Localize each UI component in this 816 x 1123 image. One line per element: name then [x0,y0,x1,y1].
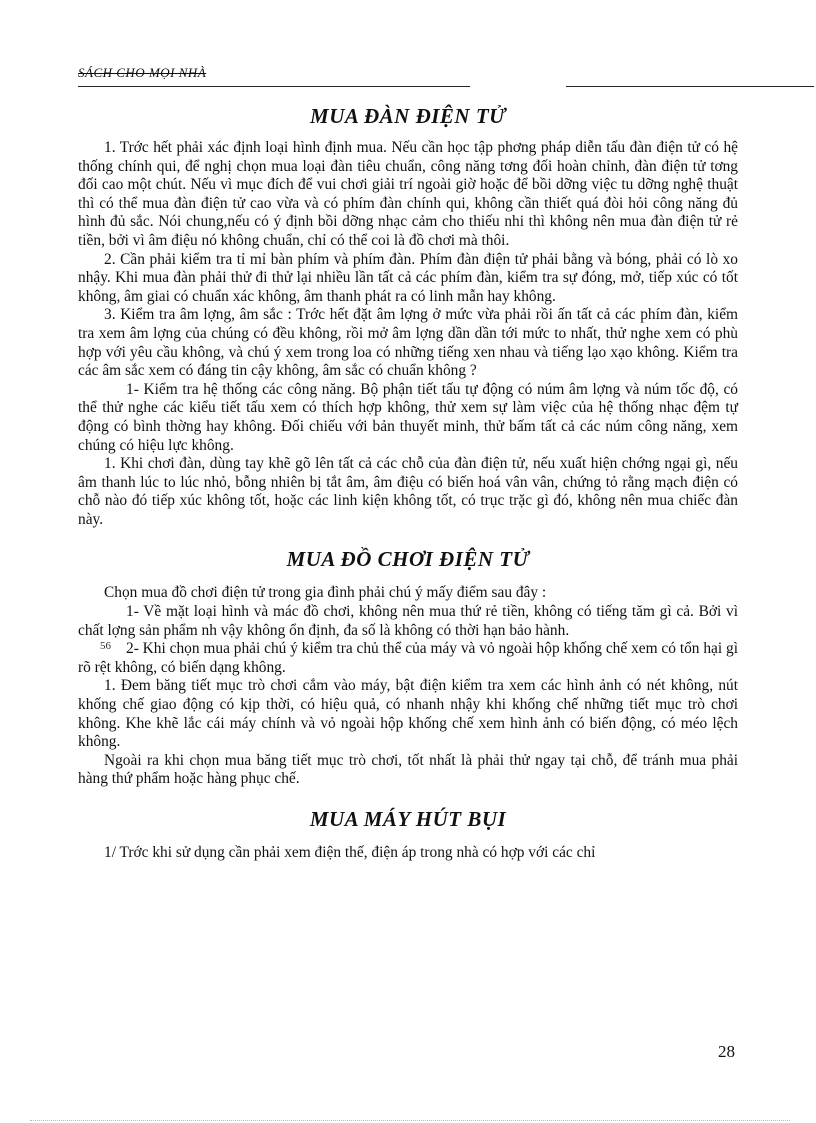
paragraph: 2- Khi chọn mua phải chú ý kiểm tra chủ thể của máy và vỏ ngoài hộp khống chế xem có tổn hại gì rõ rệt không, có biến dạng không. [78,640,738,676]
paragraph: Ngoài ra khi chọn mua băng tiết mục trò chơi, tốt nhất là phải thử ngay tại chỗ, để tránh mua phải hàng thứ phẩm hoặc hàng phục chế. [78,751,738,788]
header-rule [566,86,814,87]
paragraph: Chọn mua đồ chơi điện tử trong gia đình phải chú ý mấy điểm sau đây : [104,584,547,602]
page-number: 28 [718,1042,735,1061]
paragraph: 3. Kiểm tra âm lợng, âm sắc : Trớc hết đặt âm lợng ở mức vừa phải rồi ấn tất cả các phím đàn, kiểm tra xem âm lợng của chúng có đều không, rồi mở âm lợng dần dần tới mức to nhất, thử nghe xem có phù hợp với yêu cầu không, và chú ý xem trong loa có những tiếng xen nhau và tiếng lạo xạo không. Kiểm tra các âm sắc xem có đáng tin cậy không, âm sắc có chuẩn không ? [78,306,738,380]
paragraph: 2. Cần phải kiểm tra tỉ mỉ bàn phím và phím đàn. Phím đàn điện tử phải bằng và bóng, phải có lò xo nhậy. Khi mua đàn phải thử đi thử lại nhiều lần tất cả các phím đàn, kiểm tra sự đóng, mở, tiếp xúc có tốt không, âm giai có chuẩn xác không, âm thanh phát ra có linh mẫn hay không. [78,250,738,305]
running-header-title: SÁCH CHO MỌI NHÀ [78,65,207,80]
paragraph: 1. Đem băng tiết mục trò chơi cắm vào máy, bật điện kiểm tra xem các hình ảnh có nét không, nút khống chế giao động có kịp thời, có hiệu quả, có nhanh nhậy khi khống chế những tiết mục trò chơi không. Khe khẽ lắc cái máy chính và vỏ ngoài hộp khống chế xem hình ảnh có biến động, có méo lệch không. [78,677,738,751]
side-mark: 56 [100,640,111,652]
running-header [78,64,470,87]
paragraph: 1- Về mặt loại hình và mác đồ chơi, không nên mua thứ rẻ tiền, không có tiếng tăm gì cả. Bởi vì chất lợng sản phẩm nh vậy không ổn định, đa số là không có thời hạn bảo hành. [78,603,738,639]
page-bottom-rule [30,1120,790,1121]
page-body [78,104,738,863]
section-title-electronic-toys: MUA ĐỒ CHƠI ĐIỆN TỬ [286,547,530,572]
paragraph: 1- Kiểm tra hệ thống các công năng. Bộ phận tiết tấu tự động có núm âm lợng và núm tốc độ, có thể thử nghe các kiểu tiết tấu xem có thích hợp không, thử xem sự làm việc của hệ thống nhạc đệm tự động có bình thờng hay không. Đối chiếu với bản thuyết minh, thử bấm tất cả các núm công năng, xem chúng có hiệu lực không. [78,380,738,454]
section-title-electronic-keyboard: MUA ĐÀN ĐIỆN TỬ [310,104,506,128]
paragraph: 1. Khi chơi đàn, dùng tay khẽ gõ lên tất cả các chỗ của đàn điện tử, nếu xuất hiện chớng ngại gì, nếu âm thanh lúc to lúc nhỏ, bỗng nhiên bị tắt âm, âm điệu có biến hoá vân vân, chứng tỏ rằng mạch điện có chỗ nào đó tiếp xúc không tốt, hoặc các linh kiện không tốt, có trục trặc gì đó, không nên mua chiếc đàn này. [78,455,738,528]
section-title-vacuum-cleaner: MUA MÁY HÚT BỤI [309,807,507,831]
paragraph: 1/ Trớc khi sử dụng cần phải xem điện thế, điện áp trong nhà có hợp với các chỉ [104,844,596,861]
paragraph: 1. Trớc hết phải xác định loại hình định mua. Nếu cần học tập phơng pháp diễn tấu đàn điện tử có hệ thống chính qui, để nghị chọn mua loại đàn tiêu chuẩn, công năng tơng đối hoàn chỉnh, đàn điện tử tơng đối cao một chút. Nếu vì mục đích để vui chơi giải trí ngoài giờ hoặc để bồi dỡng việc tu dỡng nghệ thuật thì có thể mua đàn điện tử cao vừa và có phím đàn chính qui, không cần thiết quá đòi hỏi công năng đủ hình đủ sắc. Nói chung,nếu có ý định bồi dỡng nhạc cảm cho thiếu nhi thì không nên mua đàn điện tử rẻ tiền, bởi vì âm điệu nó không chuẩn, chỉ có thể coi là đồ chơi mà thôi. [78,139,738,249]
